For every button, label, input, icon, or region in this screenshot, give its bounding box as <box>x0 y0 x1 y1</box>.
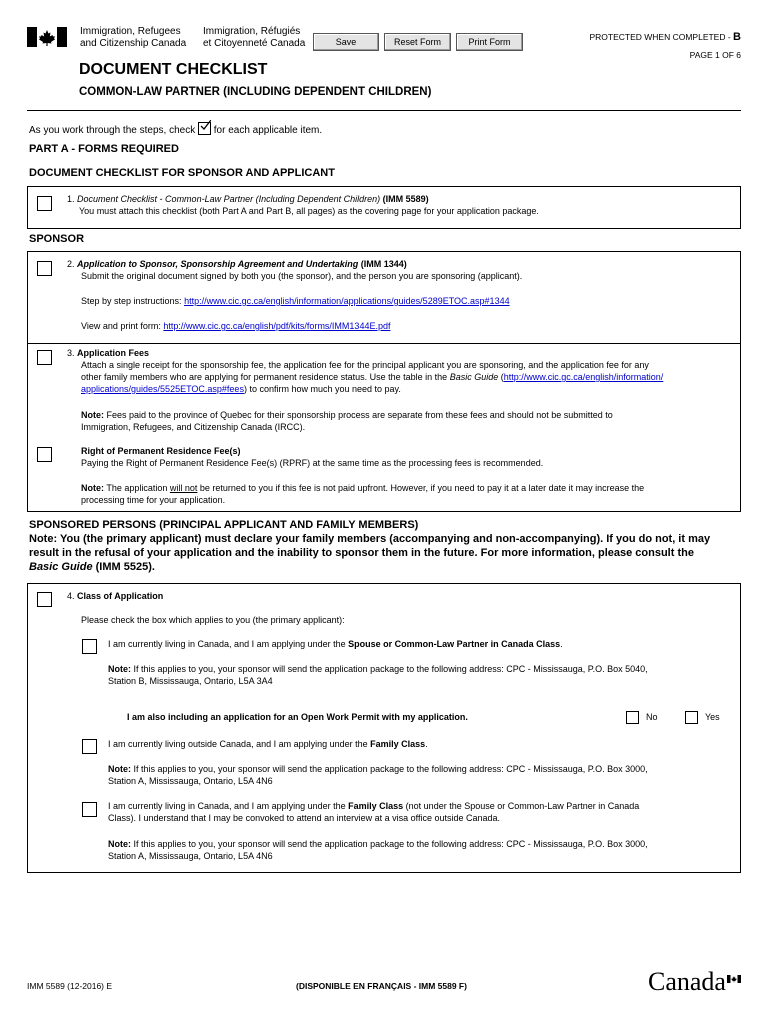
option-1-note: Note: If this applies to you, your sponsor will send the application package to the following address: CPC - Mississauga, P.O. Box 5040, Station B, Mississauga, Ontario, L5A 3A4 <box>108 664 648 686</box>
sponsor-heading: SPONSOR <box>29 233 85 245</box>
item-2-content: 2. Application to Sponsor, Sponsorship Agreement and Undertaking (IMM 1344) Submit the original document signed by both you (the sponsor), and the person you are sponsoring (applicant). <box>67 259 523 281</box>
item-4-box <box>27 583 741 873</box>
form-code: IMM 5589 (12-2016) E <box>27 981 113 991</box>
page-number: PAGE 1 OF 6 <box>689 50 741 60</box>
item-divider <box>27 343 741 344</box>
page-title: DOCUMENT CHECKLIST <box>79 61 268 78</box>
item-4-title: 4. Class of Application <box>67 591 164 601</box>
option-2-note: Note: If this applies to you, your sponsor will send the application package to the following address: CPC - Mississauga, P.O. Box 3000, Station A, Mississauga, Ontario, L5A 4N6 <box>108 764 648 786</box>
owp-no-checkbox[interactable] <box>626 711 639 724</box>
option-1-text: I am currently living in Canada, and I am applying under the Spouse or Common-Law Partner in Canada Class. <box>108 639 563 649</box>
item-2-step-line: Step by step instructions: http://www.cic.gc.ca/english/information/applications/guides/5289ETOC.asp#1344 <box>81 296 510 306</box>
item-3-checkbox[interactable] <box>37 350 52 365</box>
canada-flag-icon <box>27 27 67 47</box>
item-4-instruction: Please check the box which applies to you (the primary applicant): <box>81 615 345 625</box>
save-button[interactable]: Save <box>313 33 379 51</box>
item-3-note: Note: Fees paid to the province of Quebec for their sponsorship process are separate from these fees and should not be submitted to Immigration, Refugees, and Citizenship Canada (IRCC). <box>81 410 613 432</box>
item-1-content: 1. Document Checklist - Common-Law Partner (Including Dependent Children) (IMM 5589) You must attach this checklist (both Part A and Part B, all pages) as the covering page for your application package. <box>67 194 539 216</box>
print-form-button[interactable]: Print Form <box>456 33 523 51</box>
checklist-heading: DOCUMENT CHECKLIST FOR SPONSOR AND APPLICANT <box>29 167 335 179</box>
owp-no-label: No <box>646 712 658 722</box>
rprf-note: Note: The application will not be returned to you if this fee is not paid upfront. However, if you need to pay it at a later date it may increase the processing time for your application. <box>81 483 645 505</box>
item-4-checkbox[interactable] <box>37 592 52 607</box>
in-canada-family-class-checkbox[interactable] <box>82 802 97 817</box>
french-availability: (DISPONIBLE EN FRANÇAIS - IMM 5589 F) <box>296 981 467 991</box>
item-3-content: 3. Application Fees Attach a single receipt for the sponsorship fee, the application fee for the principal applicant you are sponsoring, and the application fee for any other family members who are applying for permanent residence status. Use the table in the Basic Guide (http://www.cic.gc.ca/english/information/ applications/guides/5525ETOC.asp#fees) to confirm how much you need to pay. <box>67 348 664 394</box>
outside-canada-family-class-checkbox[interactable] <box>82 739 97 754</box>
fees-link[interactable]: http://www.cic.gc.ca/english/information/ <box>503 372 664 382</box>
gov-name-en: Immigration, Refugees and Citizenship Canada <box>80 26 187 49</box>
page-subtitle: COMMON-LAW PARTNER (INCLUDING DEPENDENT CHILDREN) <box>79 86 432 98</box>
option-3-note: Note: If this applies to you, your sponsor will send the application package to the following address: CPC - Mississauga, P.O. Box 3000, Station A, Mississauga, Ontario, L5A 4N6 <box>108 839 648 861</box>
step-instructions-link[interactable]: http://www.cic.gc.ca/english/information/applications/guides/5289ETOC.asp#1344 <box>184 296 510 306</box>
gov-name-fr: Immigration, Réfugiés et Citoyenneté Canada <box>203 26 306 49</box>
reset-form-button[interactable]: Reset Form <box>384 33 451 51</box>
owp-yes-label: Yes <box>705 712 720 722</box>
protected-label: PROTECTED WHEN COMPLETED - B <box>589 31 741 43</box>
canada-wordmark: Canada <box>648 967 726 996</box>
header-divider <box>27 110 741 111</box>
open-work-permit-question: I am also including an application for an Open Work Permit with my application. <box>127 712 468 722</box>
option-3-text: I am currently living in Canada, and I am applying under the Family Class (not under the Spouse or Common-Law Partner in Canada Class). I understand that I may be convoked to attend an interview at a visa office outside Canada. <box>108 801 640 823</box>
canada-wordmark-flag-icon <box>727 970 741 978</box>
checkmark-box-icon <box>198 122 211 135</box>
fees-link-cont[interactable]: applications/guides/5525ETOC.asp#fees <box>81 384 244 394</box>
item-2-checkbox[interactable] <box>37 261 52 276</box>
rprf-content: Right of Permanent Residence Fee(s) Paying the Right of Permanent Residence Fee(s) (RPRF) at the same time as the processing fees is recommended. <box>81 446 544 468</box>
print-form-link[interactable]: http://www.cic.gc.ca/english/pdf/kits/forms/IMM1344E.pdf <box>163 321 391 331</box>
part-a-heading: PART A - FORMS REQUIRED <box>29 143 179 155</box>
in-canada-spouse-class-checkbox[interactable] <box>82 639 97 654</box>
item-1-checkbox[interactable] <box>37 196 52 211</box>
owp-yes-checkbox[interactable] <box>685 711 698 724</box>
intro-text: As you work through the steps, check for each applicable item. <box>29 122 322 136</box>
item-2-form-line: View and print form: http://www.cic.gc.ca/english/pdf/kits/forms/IMM1344E.pdf <box>81 321 391 331</box>
rprf-checkbox[interactable] <box>37 447 52 462</box>
option-2-text: I am currently living outside Canada, and I am applying under the Family Class. <box>108 739 428 749</box>
sponsored-heading: SPONSORED PERSONS (PRINCIPAL APPLICANT AND FAMILY MEMBERS) Note: You (the primary applicant) must declare your family members (accompanying and non-accompanying). If you do not, it may result in the refusal of your application and the inability to sponsor them in the future. For more information, please consult the Basic Guide (IMM 5525). <box>29 519 711 573</box>
